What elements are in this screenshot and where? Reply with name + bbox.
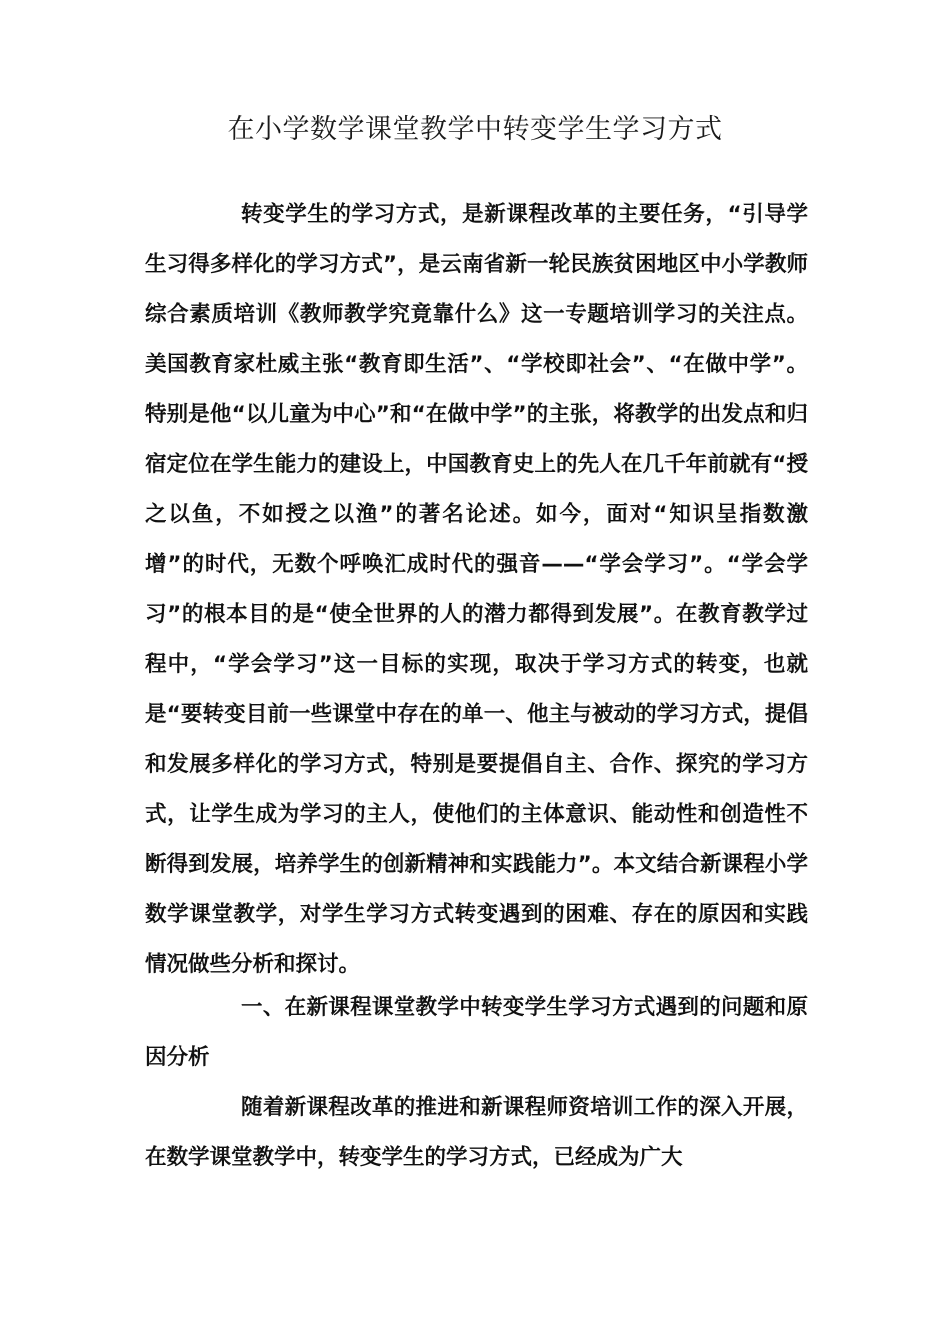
body-paragraph-intro: 转变学生的学习方式，是新课程改革的主要任务，“引导学生习得多样化的学习方式”，是云南省新一轮民族贫困地区中小学教师综合素质培训《教师教学究竟靠什么》这一专题培训学习的关注点。美国教育家杜威主张“教育即生活”、“学校即社会”、“在做中学”。特别是他“以儿童为中心”和“在做中学”的主张，将教学的出发点和归宿定位在学生能力的建设上，中国教育史上的先人在几千年前就有“授之以鱼，不如授之以渔”的著名论述。如今，面对“知识呈指数激增”的时代，无数个呼唤汇成时代的强音——“学会学习”。“学会学习”的根本目的是“使全世界的人的潜力都得到发展”。在教育教学过程中，“学会学习”这一目标的实现，取决于学习方式的转变，也就是“要转变目前一些课堂中存在的单一、他主与被动的学习方式，提倡和发展多样化的学习方式，特别是要提倡自主、合作、探究的学习方式，让学生成为学习的主人，使他们的主体意识、能动性和创造性不断得到发展，培养学生的创新精神和实践能力”。本文结合新课程小学数学课堂教学，对学生学习方式转变遇到的困难、存在的原因和实践情况做些分析和探讨。 [145,202,808,977]
body-paragraph-section-1: 随着新课程改革的推进和新课程师资培训工作的深入开展，在数学课堂教学中，转变学生的学习方式，已经成为广大 [145,1095,808,1170]
document-title: 在小学数学课堂教学中转变学生学习方式 [227,114,723,145]
section-heading-1: 一、在新课程课堂教学中转变学生学习方式遇到的问题和原因分析 [145,995,808,1070]
